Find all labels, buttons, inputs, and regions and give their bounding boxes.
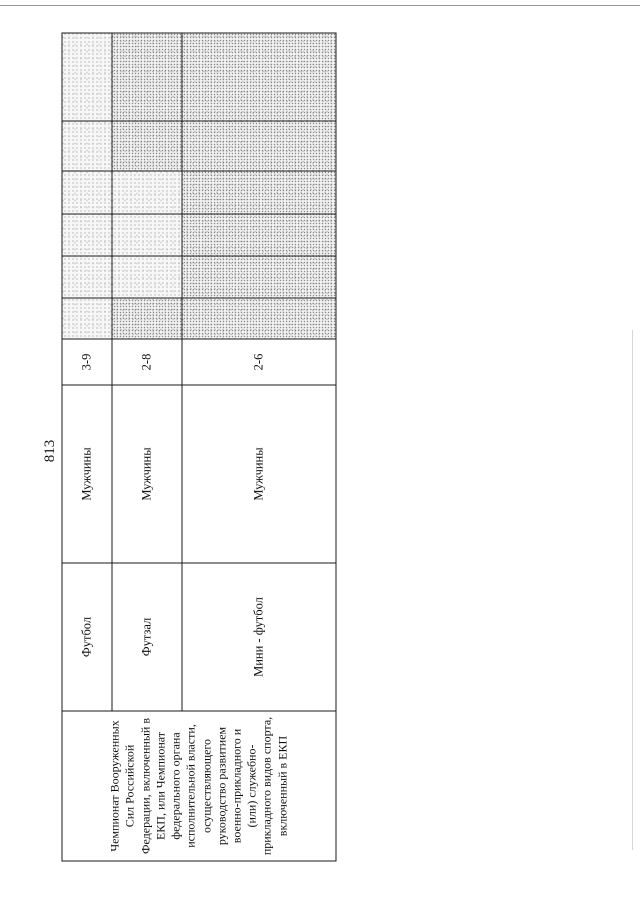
scan-edge-line	[632, 330, 633, 850]
gender-cell: Мужчины	[112, 385, 182, 563]
competition-table	[61, 32, 336, 861]
empty-cell	[112, 214, 182, 256]
empty-cell	[182, 171, 336, 214]
empty-cell	[62, 214, 112, 256]
discipline-cell: Мини - футбол	[182, 563, 336, 711]
table-row	[62, 33, 112, 861]
range-cell: 2-8	[112, 339, 182, 385]
empty-cell	[112, 298, 182, 339]
rotated-table-wrapper	[61, 33, 336, 861]
empty-cell	[182, 256, 336, 298]
range-cell: 3-9	[62, 339, 112, 385]
gender-cell: Мужчины	[182, 385, 336, 563]
empty-cell	[182, 214, 336, 256]
page-number: 813	[42, 439, 58, 463]
event-cell: Чемпионат Вооруженных Сил Российской Федерации, включенный в ЕКП, или Чемпионат федерального органа исполнительной власти, осуществляющего руководство развитием военно-прикладного и (или) служебно-прикладного видов спорта, включенный в ЕКП	[62, 711, 336, 861]
top-border-line	[0, 5, 640, 6]
empty-cell	[62, 171, 112, 214]
empty-cell	[182, 298, 336, 339]
empty-cell	[62, 298, 112, 339]
empty-cell	[112, 121, 182, 171]
empty-cell	[182, 33, 336, 121]
discipline-cell: Футбол	[62, 563, 112, 711]
empty-cell	[182, 121, 336, 171]
empty-cell	[112, 171, 182, 214]
empty-cell	[62, 121, 112, 171]
empty-cell	[62, 33, 112, 121]
empty-cell	[62, 256, 112, 298]
gender-cell: Мужчины	[62, 385, 112, 563]
empty-cell	[112, 256, 182, 298]
discipline-cell: Футзал	[112, 563, 182, 711]
empty-cell	[112, 33, 182, 121]
range-cell: 2-6	[182, 339, 336, 385]
